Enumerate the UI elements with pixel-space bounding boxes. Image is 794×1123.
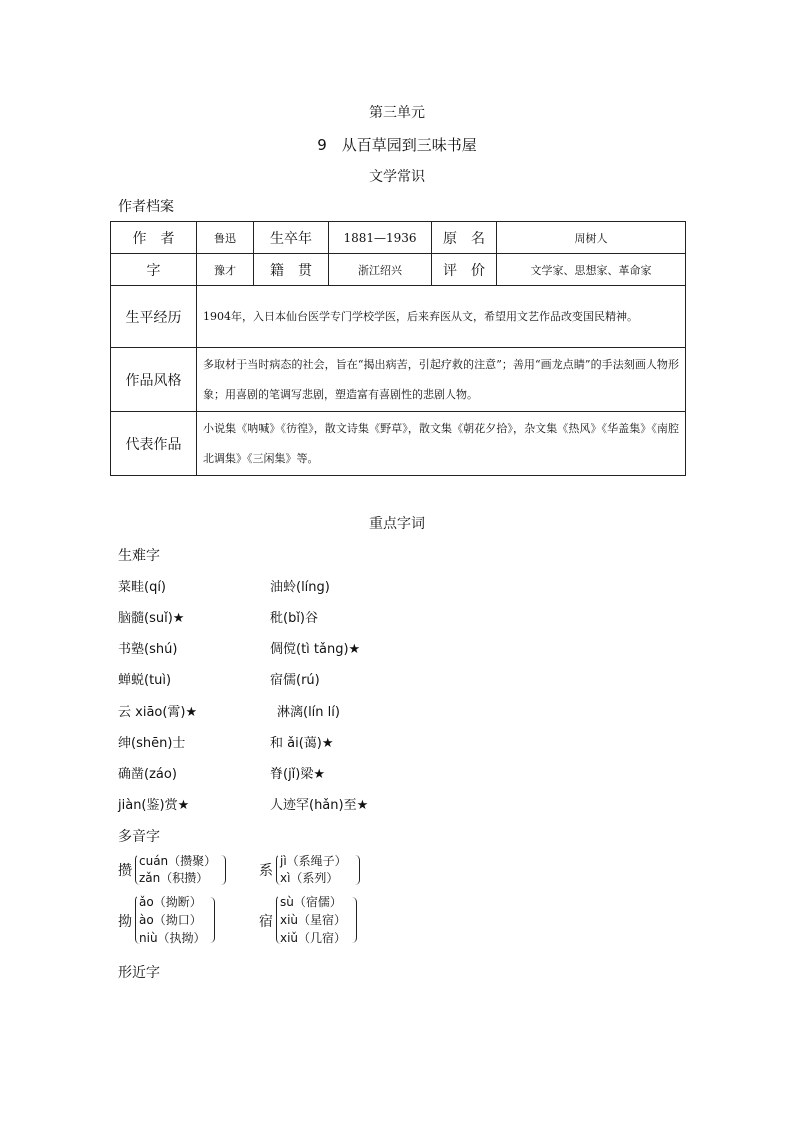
list-item: 书塾(shú) [118,642,178,657]
list-item: 菜畦(qí) [118,580,167,595]
brace-icon [355,855,360,885]
label-work-style: 作品风格 [111,348,197,412]
value-lifespan: 1881—1936 [329,222,432,254]
list-item: 油蛉(líng) [270,580,330,595]
polyphonic-char: 宿 [259,914,273,930]
table-row [111,348,686,412]
list-item: 倜傥(tì tǎng)★ [270,642,361,657]
list-item: jiàn(鉴)赏★ [118,798,190,813]
section-key-words: 重点字词 [369,516,425,532]
list-item: 蝉蜕(tuì) [118,673,172,688]
list-item: 和 ǎi(蔼)★ [270,736,334,751]
value-original-name: 周树人 [497,222,686,254]
label-life-experience: 生平经历 [111,286,197,348]
value-representative-works: 小说集《呐喊》《彷徨》，散文诗集《野草》，散文集《朝花夕拾》，杂文集《热风》《华盖集》《南腔北调集》《三闲集》等。 [197,412,686,476]
list-item: 确凿(záo) [118,767,177,782]
unit-title: 第三单元 [369,105,425,121]
polyphonic-group [259,852,379,888]
value-native-place: 浙江绍兴 [329,254,432,286]
value-courtesy-name: 豫才 [197,254,254,286]
reading-line: niù（执拗） [139,931,206,945]
list-item: 秕(bǐ)谷 [270,611,319,626]
reading-line: xiù（星宿） [280,913,347,927]
label-author: 作 者 [111,222,197,254]
brace-icon [221,855,226,885]
reading-line: ào（拗口） [139,913,202,927]
value-life-experience: 1904年，入日本仙台医学专门学校学医，后来弃医从文，希望用文艺作品改变国民精神。 [197,286,686,348]
list-item: 脑髓(suǐ)★ [118,611,185,626]
list-item: 宿儒(rú) [270,673,320,688]
polyphonic-char: 系 [259,863,273,879]
label-evaluation: 评 价 [432,254,497,286]
table-row [111,412,686,476]
value-evaluation: 文学家、思想家、革命家 [497,254,686,286]
brace-icon [210,897,215,943]
list-item: 淋漓(lín lí) [277,705,340,720]
label-lifespan: 生卒年 [254,222,329,254]
list-item: 脊(jǐ)梁★ [270,767,326,782]
label-original-name: 原 名 [432,222,497,254]
lesson-title: 9 从百草园到三味书屋 [317,136,477,154]
value-work-style: 多取材于当时病态的社会，旨在“揭出病苦，引起疗救的注意”；善用“画龙点睛”的手法刻画人物形象；用喜剧的笔调写悲剧，塑造富有喜剧性的悲剧人物。 [197,348,686,412]
reading-line: ǎo（拗断） [139,895,202,909]
author-profile-heading: 作者档案 [118,199,174,215]
polyphonic-group [259,893,379,947]
polyphonic-group [118,852,238,888]
reading-line: xì（系列） [280,871,339,885]
brace-icon [352,897,357,943]
table-row [111,286,686,348]
section-literary-knowledge: 文学常识 [369,169,425,185]
table-row [111,222,686,254]
reading-line: xiǔ（几宿） [280,931,347,945]
polyphonic-group [118,893,238,947]
label-native-place: 籍 贯 [254,254,329,286]
reading-line: jì（系绳子） [280,854,347,868]
value-author: 鲁迅 [197,222,254,254]
table-row [111,254,686,286]
reading-line: sù（宿儒） [280,895,342,909]
author-profile-table [110,221,686,476]
list-item: 人迹罕(hǎn)至★ [270,798,369,813]
list-item: 绅(shēn)士 [118,736,186,751]
label-courtesy-name: 字 [111,254,197,286]
difficult-chars-heading: 生难字 [118,548,160,564]
list-item: 云 xiāo(霄)★ [118,705,198,720]
reading-line: cuán（攒聚） [139,854,217,868]
label-representative-works: 代表作品 [111,412,197,476]
polyphonic-char: 攒 [118,863,132,879]
similar-chars-heading: 形近字 [118,965,160,981]
reading-line: zǎn（积攒） [139,871,209,885]
polyphonic-heading: 多音字 [118,829,160,845]
polyphonic-char: 拗 [118,914,132,930]
